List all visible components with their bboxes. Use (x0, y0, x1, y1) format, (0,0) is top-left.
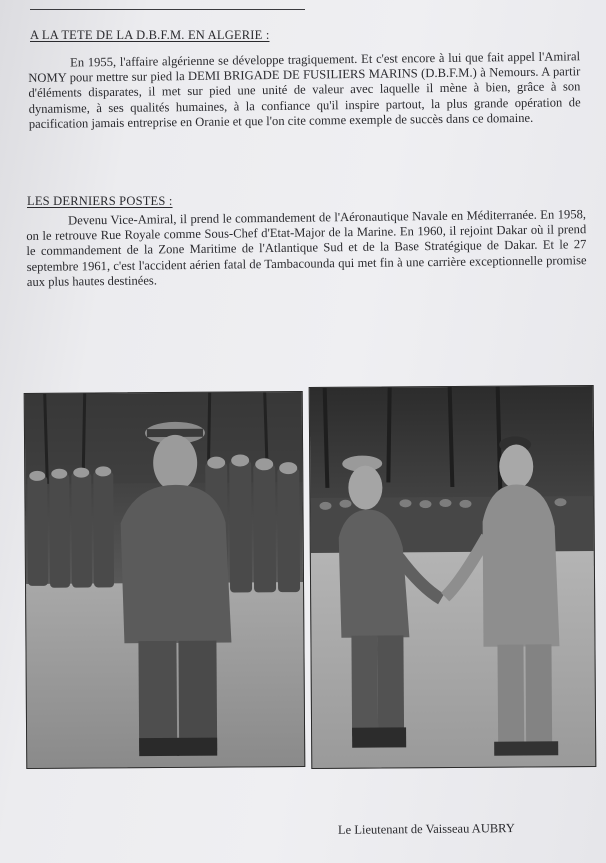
paragraph-derniers-postes (26, 207, 587, 290)
paragraph-derniers-postes-text: Devenu Vice-Amiral, il prend le commandement de l'Aéronautique Navale en Méditerranée. En 1958, on le retrouve Rue Royale comme Sous-Chef d'Etat-Major de la Marine. En 1960, il rejoint Dakar où il prend le commandement de la Zone Maritime de l'Atlantique Sud et de la Base Stratégique de Dakar. Et le 27 septembre 1961, c'est l'accident aérien fatal de Tambacounda qui met fin à une carrière exceptionnelle promise aux plus hautes destinées. (26, 207, 587, 289)
paragraph-algerie (28, 49, 581, 132)
paragraph-algerie-text: En 1955, l'affaire algérienne se développe tragiquement. Et c'est encore à lui que fait appel l'Amiral NOMY pour mettre sur pied la DEMI BRIGADE DE FUSILIERS MARINS (D.B.F.M.) à Nemours. A partir d'éléments disparates, il met sur pied une unité de valeur avec laquelle il mène à bien, grâce à son dynamisme, à ses qualités humaines, à la confiance qu'il inspire partout, la plus grande opération de pacification jamais entreprise en Oranie et que l'on cite comme exemple de succès dans ce domaine. (28, 49, 581, 131)
photo-handshake (309, 385, 597, 769)
section-heading-derniers-postes: LES DERNIERS POSTES : (27, 194, 173, 208)
top-rule (30, 9, 305, 10)
section-heading-algerie: A LA TETE DE LA D.B.F.M. EN ALGERIE : (30, 28, 270, 42)
photo-officer-inspection (24, 391, 306, 769)
photo-caption: Le Lieutenant de Vaisseau AUBRY (337, 821, 515, 837)
